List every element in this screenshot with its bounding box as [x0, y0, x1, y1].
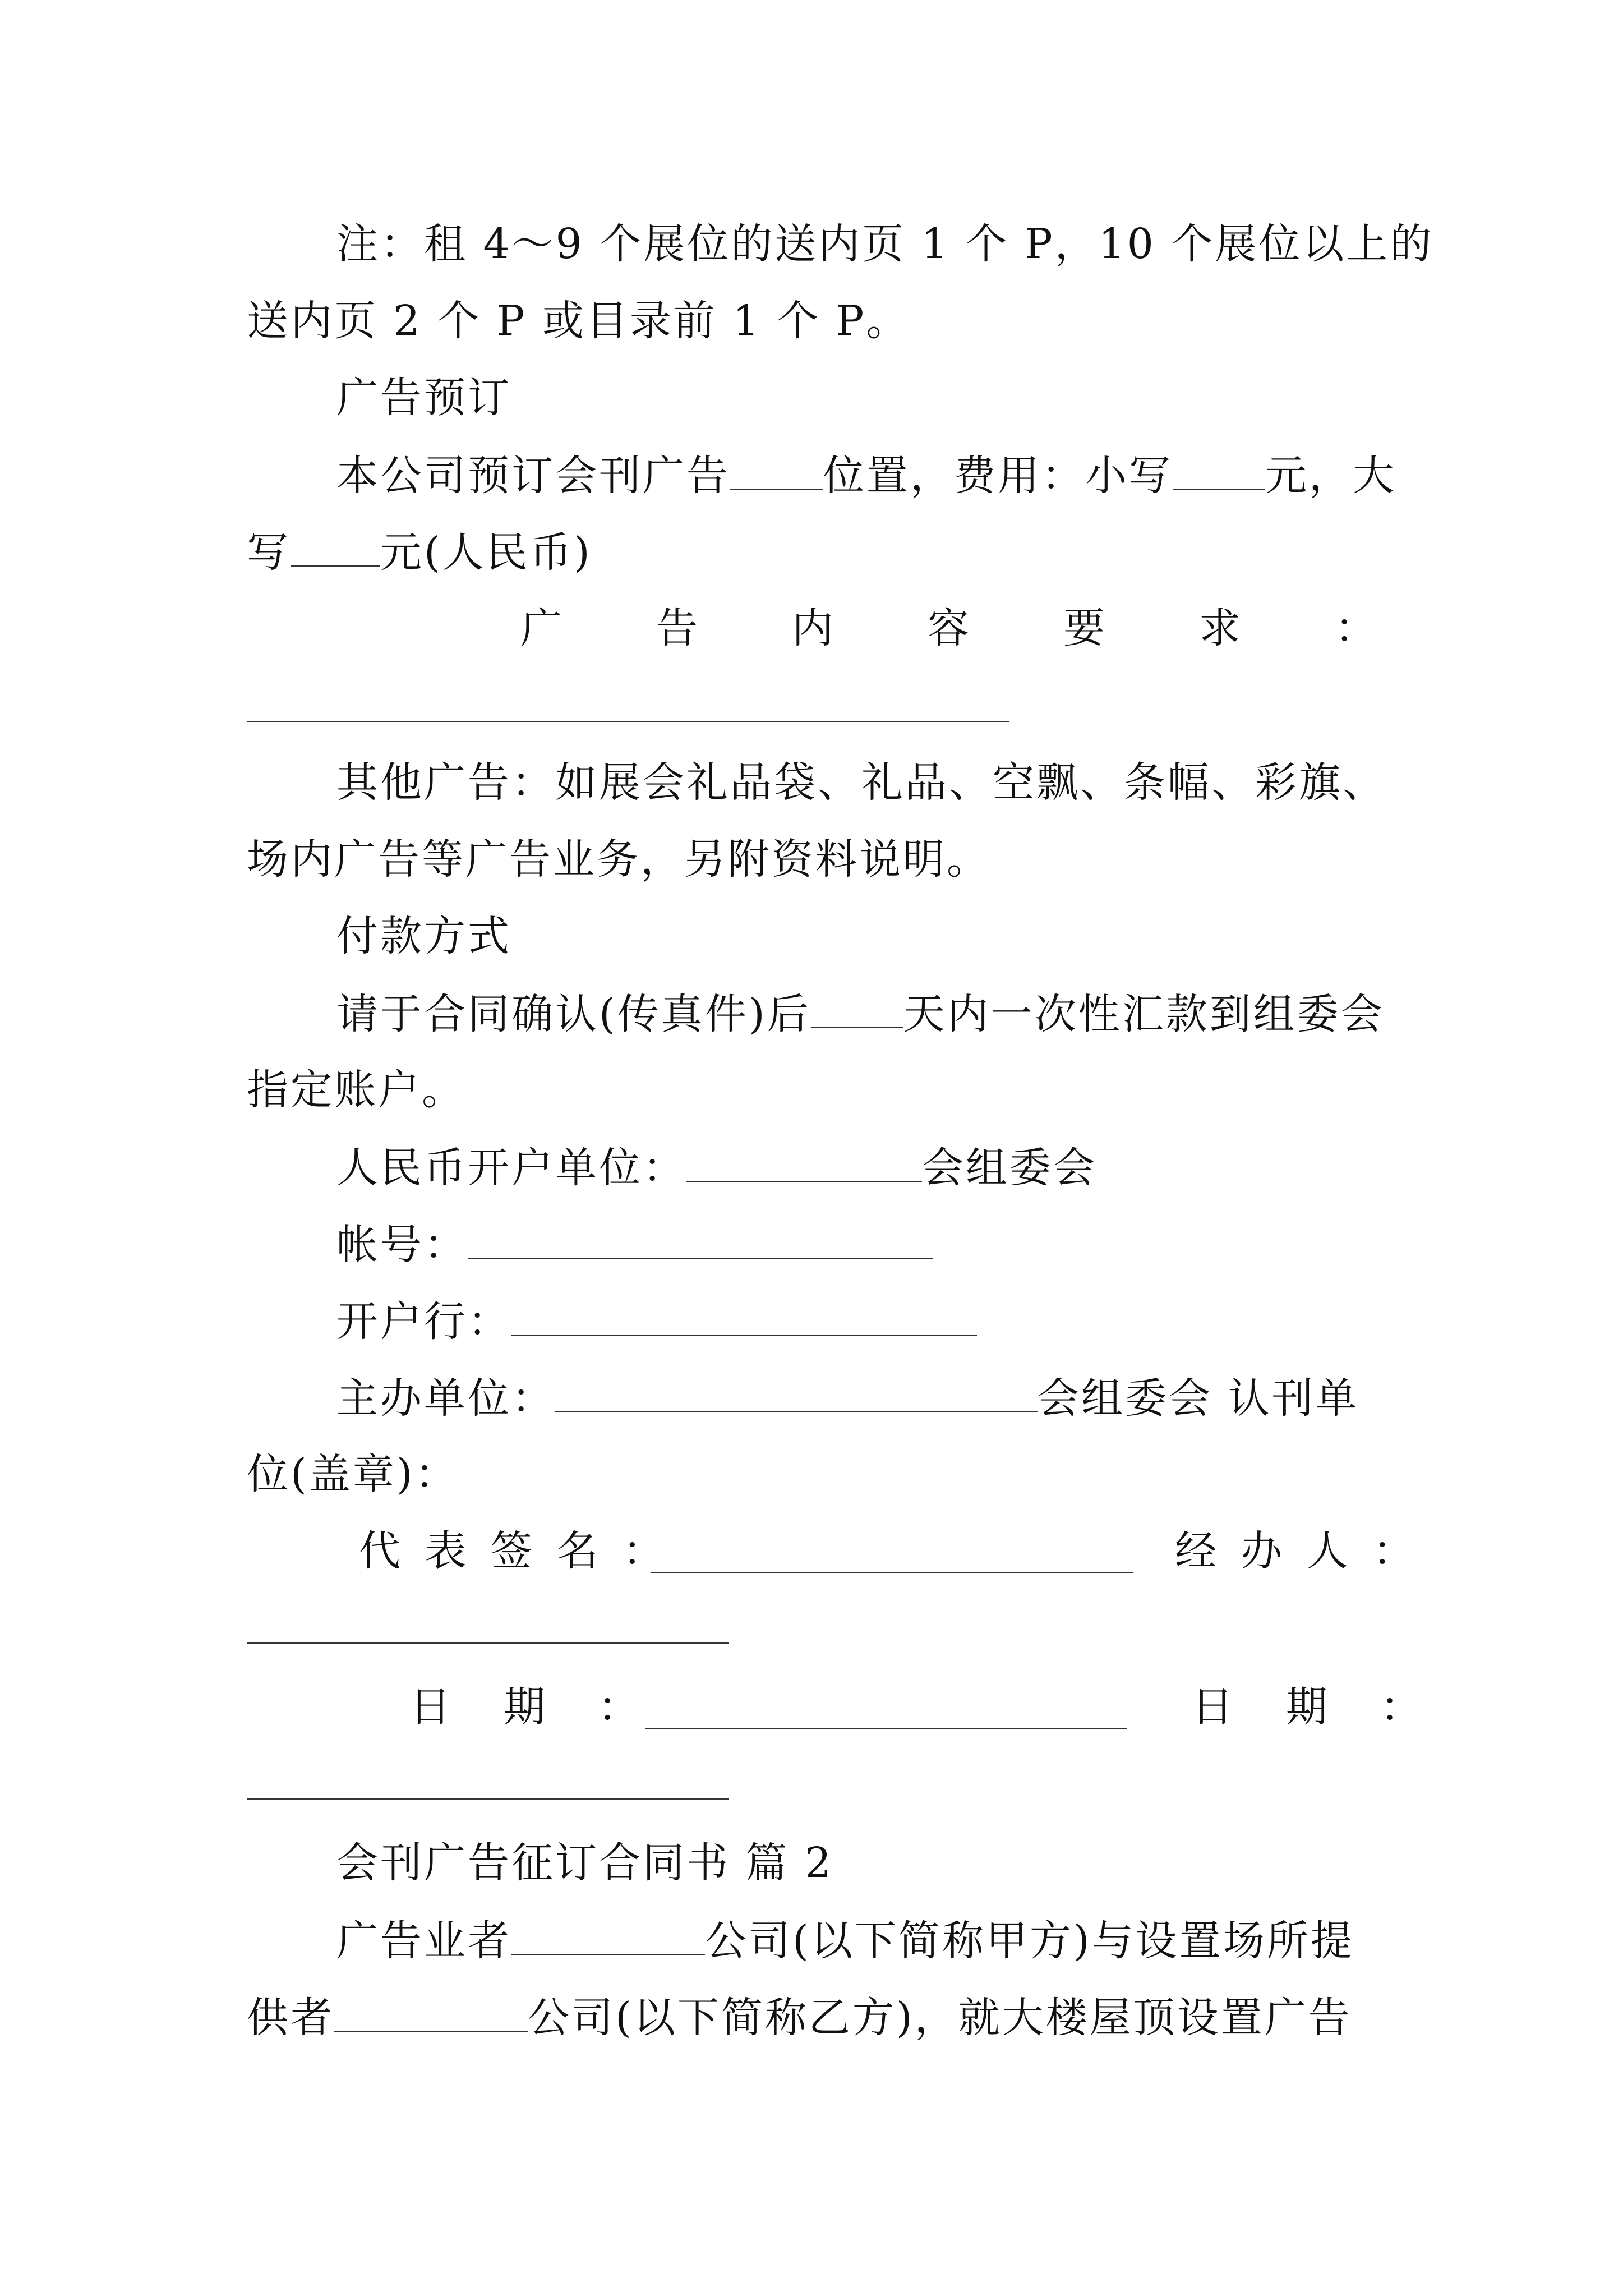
content-req-char: 容 — [928, 604, 971, 652]
payment-text-b: 天内一次性汇款到组委会 — [903, 990, 1385, 1038]
organizer-line — [336, 1374, 1359, 1423]
payment-heading: 付款方式 — [336, 912, 511, 960]
rep-signature-blank[interactable] — [651, 1572, 1133, 1573]
content-req-char: ： — [1335, 604, 1378, 652]
account-unit-label: 人民币开户单位： — [336, 1144, 686, 1192]
section-2-line-2 — [247, 1994, 1352, 2042]
content-req-char: 内 — [792, 604, 836, 652]
bank-line — [336, 1297, 977, 1346]
content-req-char: 广 — [520, 604, 564, 652]
ad-content-blank[interactable] — [247, 721, 1009, 722]
bank-blank[interactable] — [511, 1300, 977, 1336]
section-2-text-d: 公司(以下简称乙方)，就大楼屋顶设置广告 — [528, 1994, 1352, 2042]
note-line-1: 注：租 4～9 个展位的送内页 1 个 P，10 个展位以上的 — [336, 220, 1434, 268]
content-req-char: 告 — [656, 604, 700, 652]
section-2-text-a: 广告业者 — [336, 1917, 511, 1965]
section-2-title: 会刊广告征订合同书 篇 2 — [336, 1839, 834, 1887]
organizer-label: 主办单位： — [336, 1374, 555, 1423]
days-blank[interactable] — [811, 992, 903, 1028]
ad-content-requirement-label — [520, 604, 1378, 652]
other-ads-line-1: 其他广告：如展会礼品袋、礼品、空飘、条幅、彩旗、 — [336, 758, 1386, 807]
other-ads-line-2: 场内广告等广告业务，另附资料说明。 — [247, 835, 990, 884]
ad-order-text-d: 写 — [247, 528, 291, 577]
payment-text-a: 请于合同确认(传真件)后 — [336, 990, 811, 1038]
provider-blank[interactable] — [334, 1996, 528, 2032]
section-2-text-b: 公司(以下简称甲方)与设置场所提 — [705, 1917, 1354, 1965]
bank-label: 开户行： — [336, 1297, 511, 1346]
account-unit-suffix: 会组委会 — [922, 1144, 1097, 1192]
account-unit-blank[interactable] — [686, 1146, 922, 1182]
ad-order-heading: 广告预订 — [336, 374, 511, 422]
ad-order-text-c: 元，大 — [1265, 452, 1396, 500]
handler-label: 经 办 人 ： — [1175, 1527, 1420, 1575]
date-right-blank[interactable] — [247, 1798, 729, 1800]
section-2-line-1 — [336, 1917, 1354, 1965]
advertiser-blank[interactable] — [511, 1919, 705, 1955]
ad-order-line-1 — [336, 452, 1396, 500]
content-req-char: 求 — [1199, 604, 1243, 652]
organizer-line-2: 位(盖章)： — [247, 1450, 459, 1498]
date-left-blank[interactable] — [645, 1728, 1127, 1729]
payment-line-1 — [336, 990, 1385, 1038]
account-number-blank[interactable] — [468, 1223, 933, 1259]
amount-lower-blank[interactable] — [1173, 454, 1265, 490]
date-label-right: 日 期 ： — [1192, 1683, 1427, 1731]
section-2-text-c: 供者 — [247, 1994, 334, 2042]
ad-order-text-e: 元(人民币) — [380, 528, 592, 577]
payment-line-2: 指定账户。 — [247, 1066, 465, 1114]
position-blank[interactable] — [730, 454, 823, 490]
ad-order-line-2 — [247, 528, 592, 577]
date-label-left: 日 期 ： — [409, 1683, 645, 1731]
ad-order-text-a: 本公司预订会刊广告 — [336, 452, 730, 500]
handler-blank[interactable] — [247, 1642, 729, 1644]
note-line-2: 送内页 2 个 P 或目录前 1 个 P。 — [247, 297, 910, 345]
account-number-line — [336, 1221, 933, 1269]
account-unit-line — [336, 1144, 1097, 1192]
ad-order-text-b: 位置，费用：小写 — [823, 452, 1173, 500]
amount-upper-blank[interactable] — [291, 531, 380, 567]
account-number-label: 帐号： — [336, 1221, 468, 1269]
content-req-char: 要 — [1063, 604, 1107, 652]
rep-signature-label: 代 表 签 名 ： — [359, 1527, 670, 1575]
organizer-blank[interactable] — [555, 1377, 1038, 1412]
organizer-suffix: 会组委会 认刊单 — [1038, 1374, 1359, 1423]
